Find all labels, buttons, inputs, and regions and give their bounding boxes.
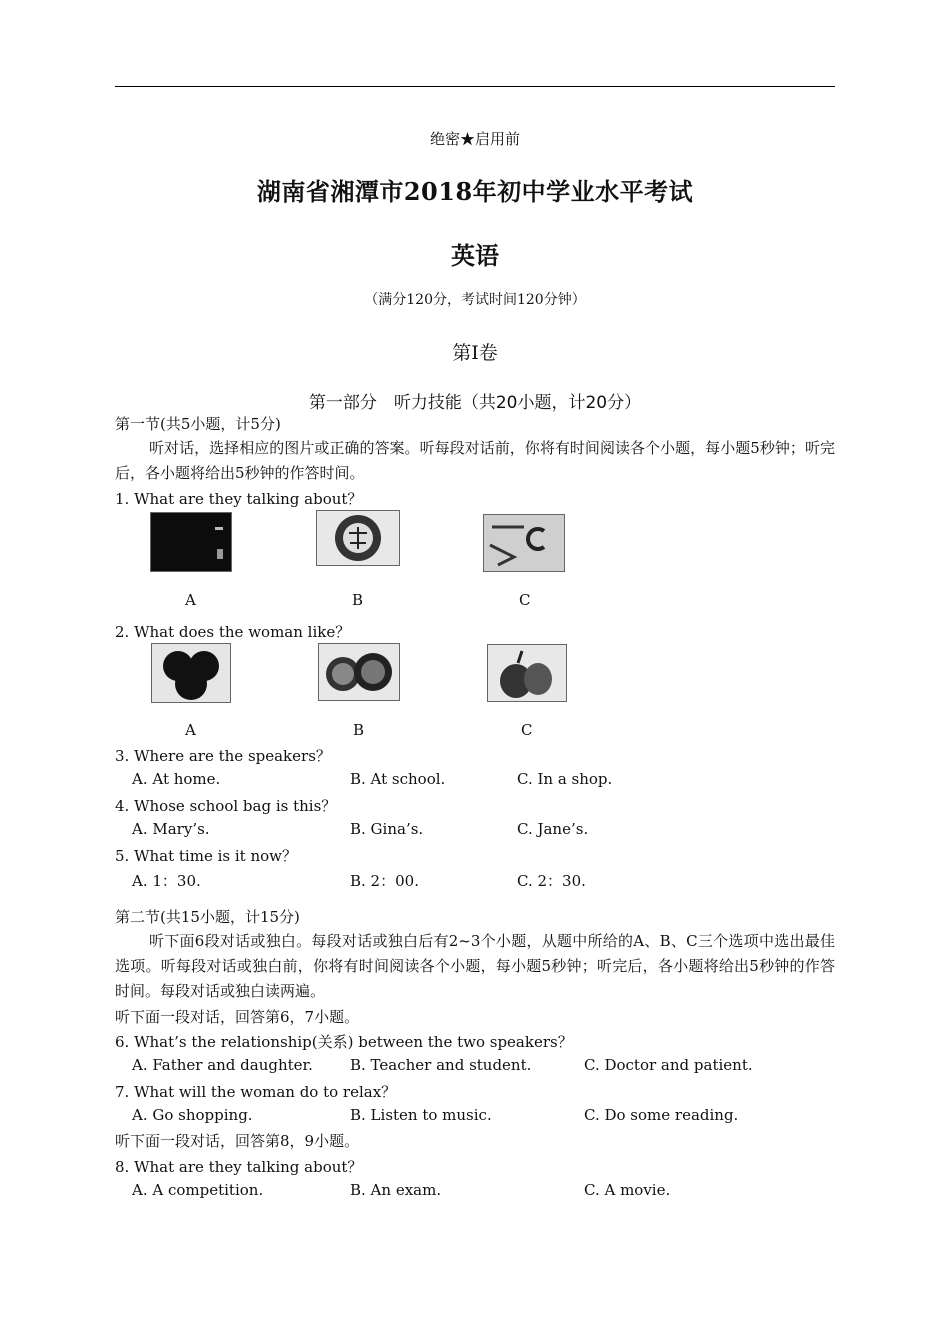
q2-label-c: C (521, 721, 533, 739)
q8-option-c: C. A movie. (584, 1181, 671, 1199)
q5-option-b: B. 2：00. (350, 872, 419, 890)
question-8: 8. What are they talking about？ (115, 1158, 363, 1176)
question-4: 4. Whose school bag is this？ (115, 797, 337, 815)
q2-picture-a-art (152, 644, 230, 702)
q1-label-c: C (519, 591, 531, 609)
q8-option-b: B. An exam. (350, 1181, 442, 1199)
question-5: 5. What time is it now？ (115, 847, 297, 865)
q1-label-b: B (352, 591, 364, 609)
q5-option-a: A. 1：30. (132, 872, 201, 890)
question-2: 2. What does the woman like？ (115, 623, 351, 641)
q2-label-b: B (353, 721, 365, 739)
section2-intro-q8-q9: 听下面一段对话，回答第8，9小题。 (115, 1132, 360, 1150)
q8-option-a: A. A competition. (132, 1181, 264, 1199)
q4-option-a: A. Mary’s. (132, 820, 210, 838)
question-7: 7. What will the woman do to relax？ (115, 1083, 397, 1101)
q6-option-a: A. Father and daughter. (132, 1056, 313, 1074)
q2-picture-a (151, 643, 231, 703)
part1-title: 第一部分 听力技能（共20小题，计20分） (308, 393, 642, 413)
q7-option-c: C. Do some reading. (584, 1106, 739, 1124)
q3-option-a: A. At home. (132, 770, 221, 788)
q1-picture-c (483, 514, 565, 572)
q1-label-a: A (185, 591, 196, 609)
q2-label-a: A (185, 721, 196, 739)
q1-picture-a (150, 512, 232, 572)
section2-instructions: 听下面6段对话或独白。每段对话或独白后有2~3个小题，从题中所给的A、B、C三个选项中选出最佳选项。听每段对话或独白前，你将有时间阅读各个小题，每小题5秒钟；听完后，各小题将给出5秒钟的作答时间。每段对话或独白读两遍。 (115, 932, 835, 1000)
question-3: 3. Where are the speakers？ (115, 747, 331, 765)
q4-option-b: B. Gina’s. (350, 820, 424, 838)
q1-picture-b (316, 510, 400, 566)
q1-picture-b-art (317, 511, 399, 565)
exam-subject: 英语 (451, 241, 499, 270)
q2-picture-c (487, 644, 567, 702)
q4-option-c: C. Jane’s. (517, 820, 589, 838)
q6-option-c: C. Doctor and patient. (584, 1056, 753, 1074)
q7-option-a: A. Go shopping. (132, 1106, 253, 1124)
q2-picture-b (318, 643, 400, 701)
q2-picture-c-art (488, 645, 566, 701)
confidential-mark: 绝密★启用前 (429, 130, 520, 148)
header-rule (115, 86, 835, 87)
q3-option-c: C. In a shop. (517, 770, 613, 788)
question-6: 6. What’s the relationship(关系) between the two speakers？ (115, 1033, 573, 1051)
q5-option-c: C. 2：30. (517, 872, 586, 890)
section1-title: 第一节(共5小题，计5分) (115, 415, 281, 433)
exam-title: 湖南省湘潭市2018年初中学业水平考试 (256, 177, 694, 206)
q1-picture-a-art (151, 513, 231, 571)
question-1: 1. What are they talking about？ (115, 490, 363, 508)
exam-note: （满分120分，考试时间120分钟） (364, 292, 586, 308)
section1-instructions: 听对话，选择相应的图片或正确的答案。听每段对话前，你将有时间阅读各个小题，每小题5秒钟；听完后，各小题将给出5秒钟的作答时间。 (115, 439, 835, 482)
q7-option-b: B. Listen to music. (350, 1106, 492, 1124)
section2-title: 第二节(共15小题，计15分) (115, 908, 300, 926)
q3-option-b: B. At school. (350, 770, 446, 788)
q2-picture-b-art (319, 644, 399, 700)
q6-option-b: B. Teacher and student. (350, 1056, 532, 1074)
section2-intro-q6-q7: 听下面一段对话，回答第6，7小题。 (115, 1008, 360, 1026)
q1-picture-c-art (484, 515, 564, 571)
volume-title: 第Ⅰ卷 (452, 342, 498, 364)
